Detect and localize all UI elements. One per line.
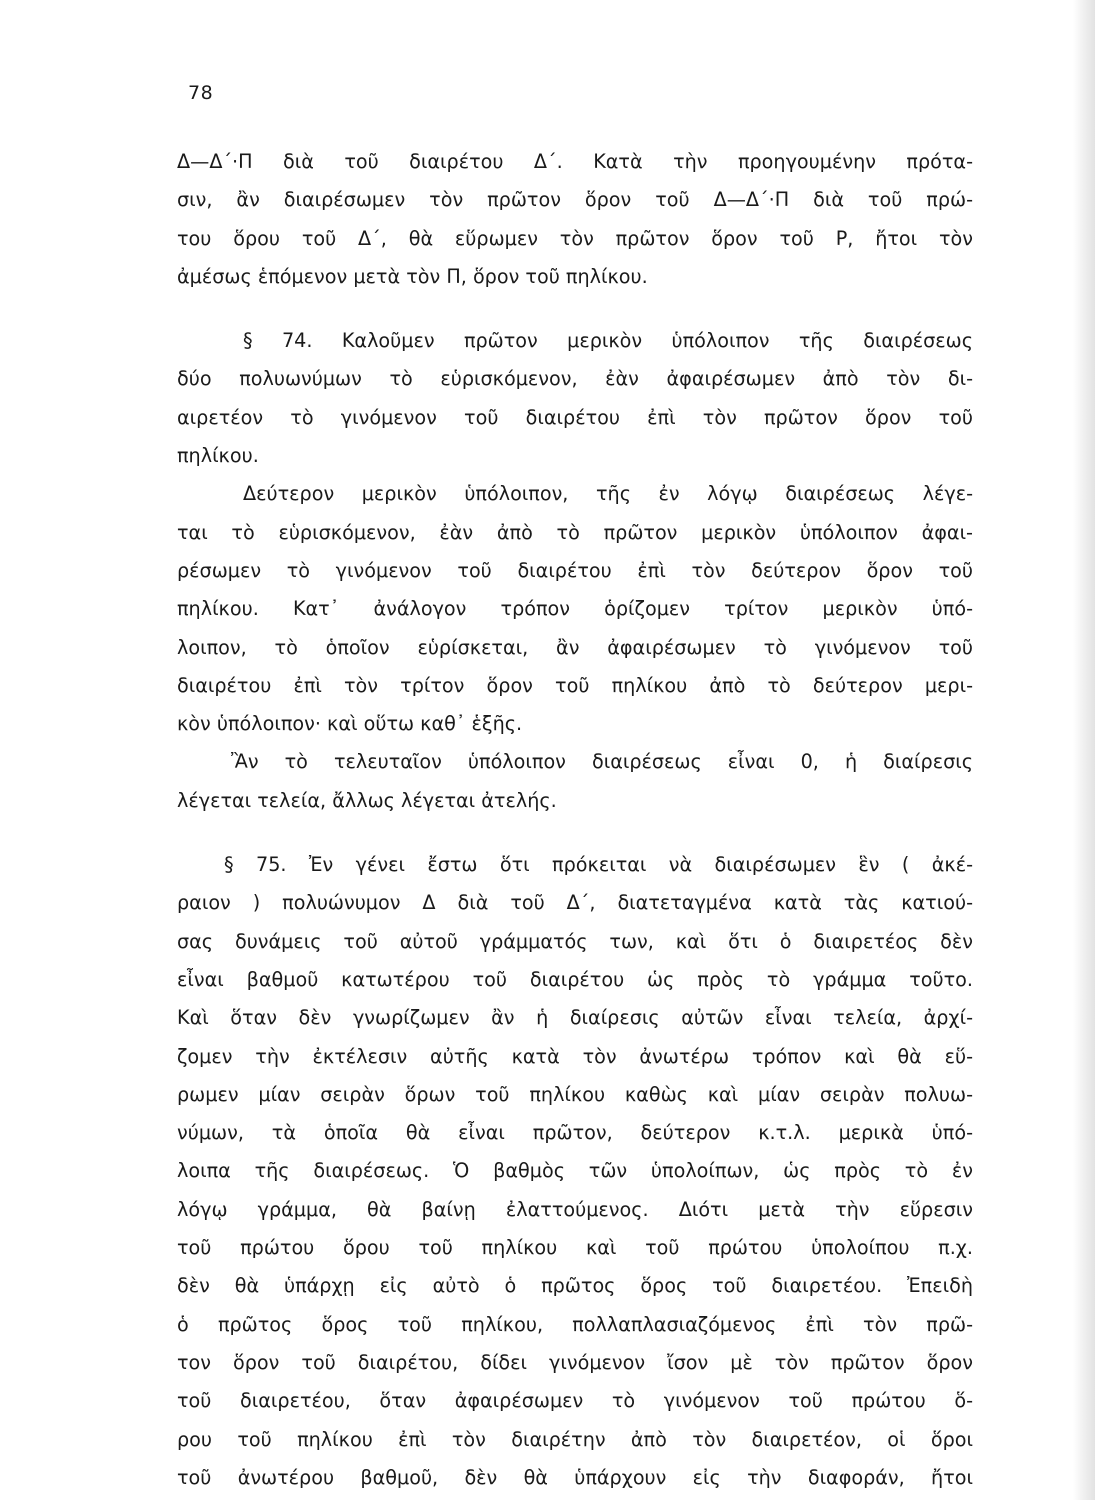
text-line: λοιπα τῆς διαιρέσεως. Ὁ βαθμὸς τῶν ὑπολοίπων, ὡς πρὸς τὸ ἐν [177,1159,973,1183]
text-line: ἀμέσως ἑπόμενον μετὰ τὸν Π, ὅρον τοῦ πηλίκου. [177,264,648,288]
text-line: ὁ πρῶτος ὅρος τοῦ πηλίκου, πολλαπλασιαζόμενος ἐπὶ τὸν πρῶ- [177,1312,973,1336]
text-line: ζομεν τὴν ἐκτέλεσιν αὐτῆς κατὰ τὸν ἀνωτέρω τρόπον καὶ θὰ εὕ- [177,1044,973,1068]
text-line: σας δυνάμεις τοῦ αὐτοῦ γράμματός των, καὶ ὅτι ὁ διαιρετέος δὲν [177,929,973,953]
text-line: νύμων, τὰ ὁποῖα θὰ εἶναι πρῶτον, δεύτερον κ.τ.λ. μερικὰ ὑπό- [177,1121,973,1145]
text-line: ρου τοῦ πηλίκου ἐπὶ τὸν διαιρέτην ἀπὸ τὸν διαιρετέον, οἱ ὅροι [177,1427,973,1451]
text-line: ρωμεν μίαν σειρὰν ὅρων τοῦ πηλίκου καθὼς καὶ μίαν σειρὰν πολυω- [177,1082,973,1106]
text-line: σιν, ἂν διαιρέσωμεν τὸν πρῶτον ὅρον τοῦ Δ—Δ΄·Π διὰ τοῦ πρώ- [177,188,973,212]
text-line: διαιρέτου ἐπὶ τὸν τρίτον ὅρον τοῦ πηλίκου ἀπὸ τὸ δεύτερον μερι- [177,673,973,697]
text-line: αιρετέον τὸ γινόμενον τοῦ διαιρέτου ἐπὶ τὸν πρῶτον ὅρον τοῦ [177,405,973,429]
text-line: τον ὅρον τοῦ διαιρέτου, δίδει γινόμενον ἴσον μὲ τὸν πρῶτον ὅρον [177,1350,973,1374]
text-line: λοιπον, τὸ ὁποῖον εὑρίσκεται, ἂν ἀφαιρέσωμεν τὸ γινόμενον τοῦ [177,635,973,659]
text-line: τοῦ διαιρετέου, ὅταν ἀφαιρέσωμεν τὸ γινόμενον τοῦ πρώτου ὅ- [177,1389,973,1413]
text-line: κὸν ὑπόλοιπον· καὶ οὕτω καθ᾽ ἑξῆς. [177,712,523,736]
text-line: τοῦ ἀνωτέρου βαθμοῦ, δὲν θὰ ὑπάρχουν εἰς τὴν διαφοράν, ἤτοι [177,1465,973,1489]
text-line: εἶναι βαθμοῦ κατωτέρου τοῦ διαιρέτου ὡς πρὸς τὸ γράμμα τοῦτο. [177,967,973,991]
text-line: πηλίκου. [177,444,259,468]
text-line: Δεύτερον μερικὸν ὑπόλοιπον, τῆς ἐν λόγῳ διαιρέσεως λέγε- [243,482,973,506]
text-line: ρέσωμεν τὸ γινόμενον τοῦ διαιρέτου ἐπὶ τὸν δεύτερον ὅρον τοῦ [177,558,973,582]
paragraph-gap [177,296,973,322]
page-number: 78 [188,82,214,104]
text-line: Καὶ ὅταν δὲν γνωρίζωμεν ἂν ἡ διαίρεσις αὐτῶν εἶναι τελεία, ἀρχί- [177,1006,973,1030]
text-line: λόγῳ γράμμα, θὰ βαίνῃ ἐλαττούμενος. Διότι μετὰ τὴν εὕρεσιν [177,1197,973,1221]
text-line: ται τὸ εὑρισκόμενον, ἐὰν ἀπὸ τὸ πρῶτον μερικὸν ὑπόλοιπον ἀφαι- [177,520,973,544]
text-line: ραιον ) πολυώνυμον Δ διὰ τοῦ Δ΄, διατεταγμένα κατὰ τὰς κατιού- [177,891,973,915]
body-text [177,143,973,1497]
text-line: δὲν θὰ ὑπάρχῃ εἰς αὐτὸ ὁ πρῶτος ὅρος τοῦ διαιρετέου. Ἐπειδὴ [177,1274,973,1298]
text-line: Ἂν τὸ τελευταῖον ὑπόλοιπον διαιρέσεως εἶναι 0, ἡ διαίρεσις [231,750,973,774]
text-line: του ὅρου τοῦ Δ΄, θὰ εὕρωμεν τὸν πρῶτον ὅρον τοῦ Ρ, ἤτοι τὸν [177,226,973,250]
text-line: τοῦ πρώτου ὅρου τοῦ πηλίκου καὶ τοῦ πρώτου ὑπολοίπου π.χ. [177,1236,973,1260]
text-line: Δ—Δ΄·Π διὰ τοῦ διαιρέτου Δ΄. Κατὰ τὴν προηγουμένην πρότα- [177,150,973,173]
text-line: δύο πολυωνύμων τὸ εὑρισκόμενον, ἐὰν ἀφαιρέσωμεν ἀπὸ τὸν δι- [177,367,973,391]
section-74-heading-line: § 74. Καλοῦμεν πρῶτον μερικὸν ὑπόλοιπον τῆς διαιρέσεως [243,329,973,353]
text-line: πηλίκου. Κατ᾽ ἀνάλογον τρόπον ὁρίζομεν τρίτον μερικὸν ὑπό- [177,597,973,621]
page-edge-shadow [1073,0,1095,1500]
section-75-heading-line: § 75. Ἐν γένει ἔστω ὅτι πρόκειται νὰ διαιρέσωμεν ἓν ( ἀκέ- [224,853,973,877]
text-line: λέγεται τελεία, ἄλλως λέγεται ἀτελής. [177,788,557,812]
paragraph-gap [177,820,973,846]
